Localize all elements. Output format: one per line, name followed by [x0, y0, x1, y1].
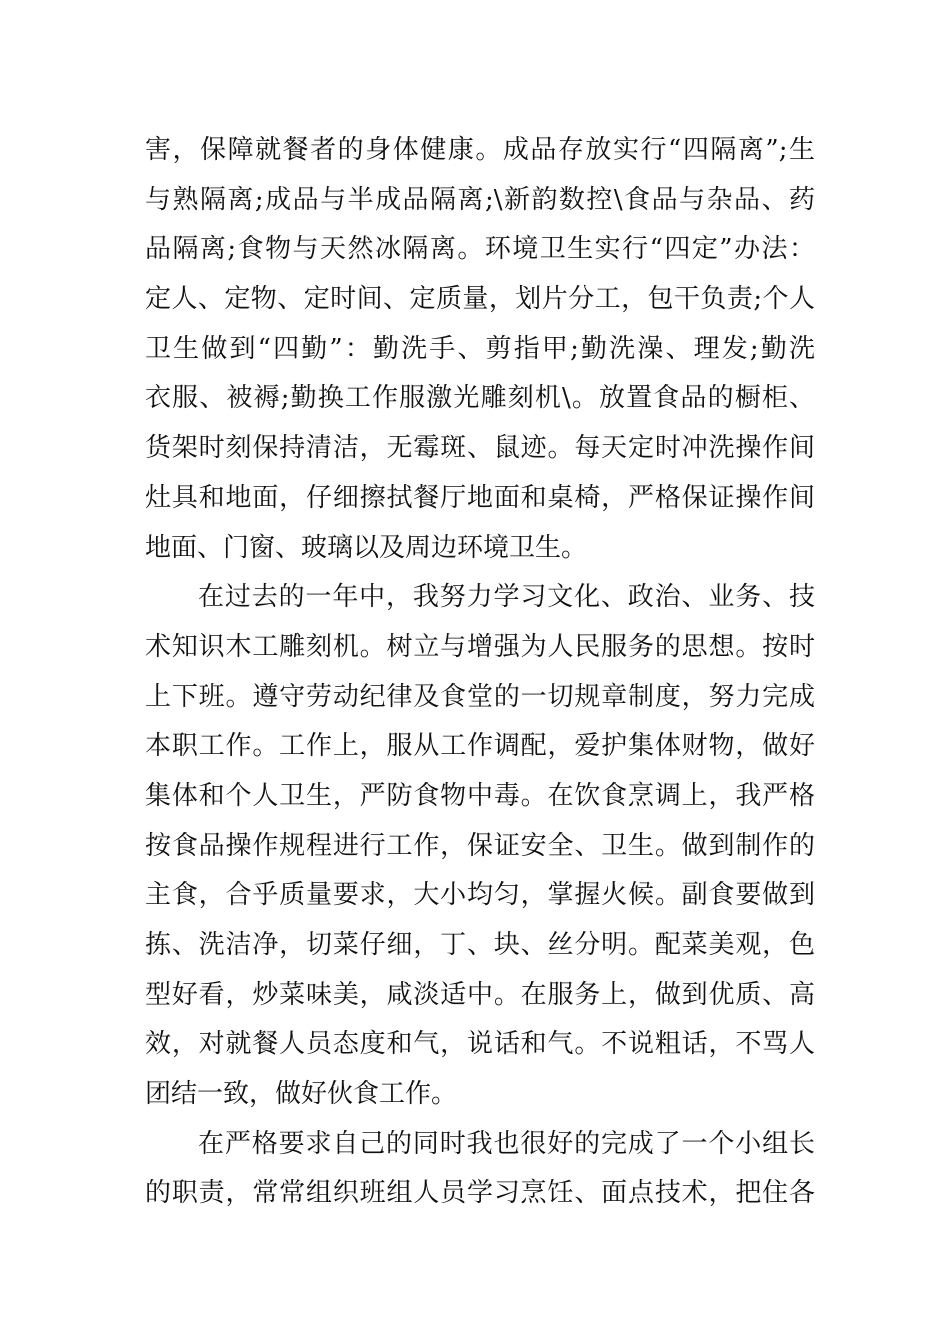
paragraph-1-line-5: 卫生做到“四勤”：勤洗手、剪指甲;勤洗澡、理发;勤洗	[145, 333, 815, 364]
paragraph-1-line-9: 地面、门窗、玻璃以及周边环境卫生。	[145, 532, 588, 563]
paragraph-2-line-10: 效，对就餐人员态度和气，说话和气。不说粗话，不骂人	[145, 1029, 815, 1060]
paragraph-2-line-3: 上下班。遵守劳动纪律及食堂的一切规章制度，努力完成	[145, 681, 815, 712]
paragraph-1-line-1: 害，保障就餐者的身体健康。成品存放实行“四隔离”;生	[145, 135, 815, 165]
paragraph-2-line-8: 拣、洗洁净，切菜仔细，丁、块、丝分明。配菜美观，色	[145, 930, 815, 960]
paragraph-3-line-1: 在严格要求自己的同时我也很好的完成了一个小组长	[198, 1128, 815, 1159]
body-text	[145, 126, 815, 1219]
paragraph-1-line-2: 与熟隔离;成品与半成品隔离;\新韵数控\食品与杂品、药	[145, 184, 815, 215]
paragraph-2-line-5: 集体和个人卫生，严防食物中毒。在饮食烹调上，我严格	[145, 780, 815, 811]
paragraph-2-line-7: 主食，合乎质量要求，大小均匀，掌握火候。副食要做到	[145, 880, 815, 911]
paragraph-1-line-7: 货架时刻保持清洁，无霉斑、鼠迹。每天定时冲洗操作间	[145, 433, 815, 464]
paragraph-3-line-2: 的职责，常常组织班组人员学习烹饪、面点技术，把住各	[145, 1178, 815, 1209]
paragraph-2-line-6: 按食品操作规程进行工作，保证安全、卫生。做到制作的	[145, 830, 815, 861]
paragraph-2-line-2: 术知识木工雕刻机。树立与增强为人民服务的思想。按时	[145, 631, 815, 662]
paragraph-2-line-1: 在过去的一年中，我努力学习文化、政治、业务、技	[198, 582, 815, 613]
paragraph-1-line-6: 衣服、被褥;勤换工作服激光雕刻机\。放置食品的橱柜、	[145, 383, 815, 414]
paragraph-2-line-4: 本职工作。工作上，服从工作调配，爱护集体财物，做好	[145, 731, 815, 762]
paragraph-1-line-4: 定人、定物、定时间、定质量，划片分工，包干负责;个人	[145, 284, 815, 315]
paragraph-1-line-3: 品隔离;食物与天然冰隔离。环境卫生实行“四定”办法：	[145, 234, 815, 265]
paragraph-1-line-8: 灶具和地面，仔细擦拭餐厅地面和桌椅，严格保证操作间	[145, 482, 815, 513]
paragraph-2-line-11: 团结一致，做好伙食工作。	[145, 1079, 458, 1110]
paragraph-2-line-9: 型好看，炒菜味美，咸淡适中。在服务上，做到优质、高	[145, 979, 815, 1010]
